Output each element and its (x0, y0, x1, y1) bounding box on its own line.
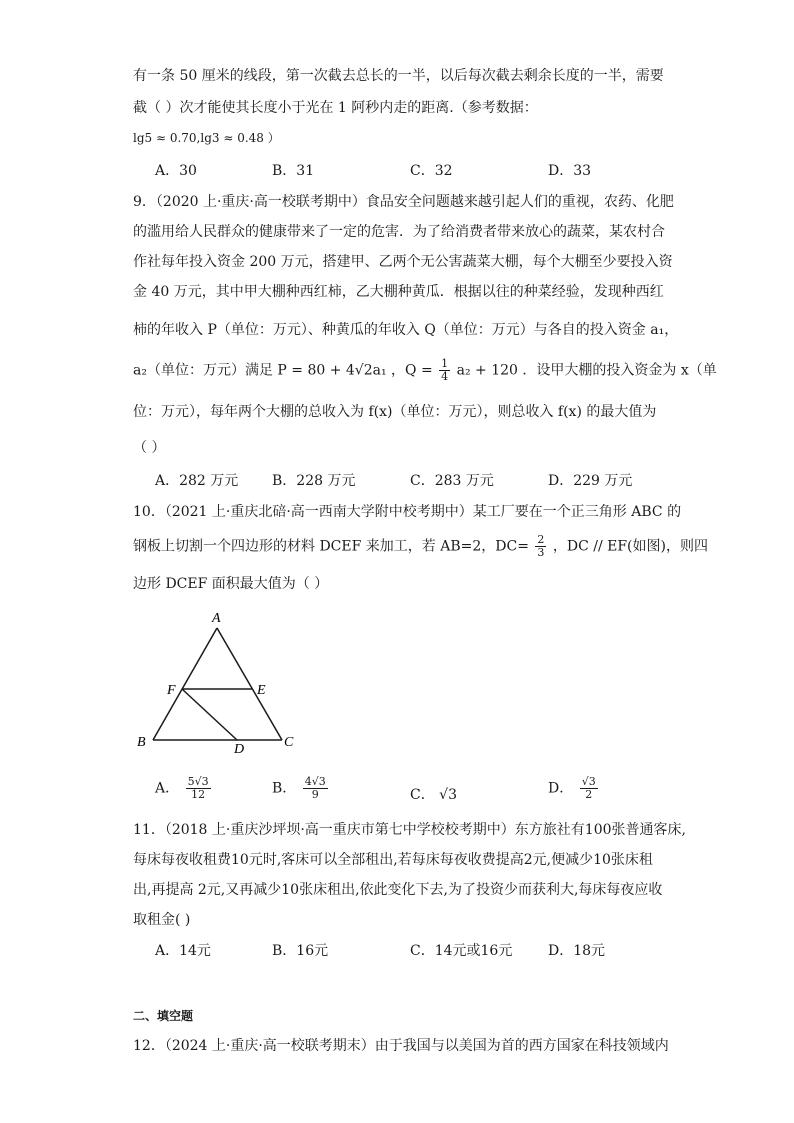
q10-option-d-fraction (580, 776, 598, 801)
q10-option-b[interactable] (272, 776, 330, 801)
q10-fraction-denominator: 3 (537, 546, 545, 559)
q10-line-3: 边形 DCEF 面积最大值为（ ） (133, 576, 329, 592)
triangle-figure (133, 606, 303, 754)
q9-line-2: 的滥用给人民群众的健康带来了一定的危害．为了给消费者带来放心的蔬菜，某农村合 (133, 224, 665, 240)
q9-line-8: （ ） (133, 440, 166, 456)
q12-line-1: 12．（2024 上·重庆·高一校联考期末）由于我国与以美国为首的西方国家在科技领域内 (133, 1038, 669, 1054)
q10-option-a-den: 12 (191, 788, 206, 801)
q10-line-2-part-1: 钢板上切割一个四边形的材料 DCEF 来加工，若 AB=2，DC= (133, 538, 529, 555)
q10-option-c-value: √3 (439, 787, 457, 803)
q9-line-6 (133, 358, 717, 383)
q9-line-7: 位：万元），每年两个大棚的总收入为 f(x)（单位：万元），则总收入 f(x) 的最大值为 (133, 404, 657, 420)
segment-fd (182, 689, 237, 740)
q8-option-a[interactable]: A．30 (155, 163, 197, 179)
q9-option-b[interactable]: B．228 万元 (272, 473, 356, 489)
label-e: E (257, 683, 266, 698)
q10-line-1: 10．（2021 上·重庆北碚·高一西南大学附中校考期中）某工厂要在一个正三角形 ABC 的 (133, 504, 682, 520)
q11-line-3: 出,再提高 2元,又再减少10张床租出,依此变化下去,为了投资少而获利大,每床每夜应收 (133, 882, 663, 898)
label-a: A (212, 611, 221, 626)
q10-option-d-den: 2 (585, 788, 593, 801)
q10-option-a-num: 5√3 (187, 775, 209, 788)
q10-fraction (535, 534, 546, 559)
edge-ac (217, 628, 282, 740)
q10-option-b-den: 9 (311, 788, 319, 801)
q10-fraction-numerator: 2 (537, 533, 545, 546)
label-b: B (137, 735, 146, 750)
q10-line-2-part-2: ，DC // EF(如图)，则四 (552, 538, 708, 555)
q9-line-6-part-2: a₂ + 120 ．设甲大棚的投入资金为 x（单 (456, 362, 717, 379)
q9-option-c[interactable]: C．283 万元 (410, 473, 494, 489)
q9-fraction (439, 358, 450, 383)
q10-option-a-letter: A． (155, 780, 180, 797)
q8-option-c[interactable]: C．32 (410, 163, 453, 179)
q9-line-5: 柿的年收入 P（单位：万元）、种黄瓜的年收入 Q（单位：万元）与各自的投入资金 a₁， (133, 322, 679, 338)
q10-option-b-letter: B． (272, 780, 297, 797)
q8-line-2: 截（ ）次才能使其长度小于光在 1 阿秒内走的距离.（参考数据： (133, 100, 538, 116)
q9-fraction-numerator: 1 (441, 357, 449, 370)
q10-option-a-fraction (186, 776, 211, 801)
q10-option-c[interactable] (410, 784, 457, 804)
q10-option-d-num: √3 (581, 775, 596, 788)
q8-option-b[interactable]: B．31 (272, 163, 315, 179)
q9-line-3: 作社每年投入资金 200 万元，搭建甲、乙两个无公害蔬菜大棚，每个大棚至少要投入资 (133, 254, 673, 270)
q11-option-a[interactable]: A．14元 (155, 943, 211, 959)
q9-option-a[interactable]: A．282 万元 (155, 473, 239, 489)
q10-option-b-num: 4√3 (304, 775, 326, 788)
q9-line-1: 9．（2020 上·重庆·高一校联考期中）食品安全问题越来越引起人们的重视，农药、化肥 (133, 194, 674, 210)
q9-line-4: 金 40 万元，其中甲大棚种西红柿，乙大棚种黄瓜．根据以往的种菜经验，发现种西红 (133, 284, 664, 300)
q10-line-2 (133, 534, 708, 559)
q10-option-d[interactable] (548, 776, 600, 801)
q11-option-c[interactable]: C．14元或16元 (410, 943, 513, 959)
label-d: D (234, 742, 245, 754)
q8-option-d[interactable]: D．33 (548, 163, 592, 179)
q9-option-d[interactable]: D．229 万元 (548, 473, 633, 489)
label-f: F (167, 683, 176, 698)
q11-option-d[interactable]: D．18元 (548, 943, 606, 959)
q11-options (133, 940, 663, 962)
q8-reference-data: lg5 ≈ 0.70,lg3 ≈ 0.48 ） (133, 131, 280, 145)
q9-fraction-denominator: 4 (441, 370, 449, 383)
q10-option-c-letter: C． (410, 787, 435, 803)
q10-option-b-fraction (303, 776, 328, 801)
section-heading-fill-in: 二、填空题 (133, 1009, 194, 1023)
q10-option-d-letter: D． (548, 780, 574, 797)
q11-line-4: 取租金( ) (133, 912, 191, 928)
q8-line-1: 有一条 50 厘米的线段，第一次截去总长的一半，以后每次截去剩余长度的一半，需要 (133, 68, 664, 84)
q9-line-6-part-1: a₂（单位：万元）满足 P = 80 + 4√2a₁ ，Q = (133, 362, 433, 379)
q9-options (133, 470, 663, 492)
edge-ab (153, 628, 217, 740)
q8-options (133, 160, 663, 182)
q10-options (133, 776, 663, 812)
q10-option-a[interactable] (155, 776, 213, 801)
label-c: C (284, 735, 294, 750)
q11-line-2: 每床每夜收租费10元时,客床可以全部租出,若每床每夜收费提高2元,便减少10张床租 (133, 852, 653, 868)
q11-line-1: 11．（2018 上·重庆沙坪坝·高一重庆市第七中学校校考期中）东方旅社有100张普通客床, (133, 822, 686, 838)
q11-option-b[interactable]: B．16元 (272, 943, 329, 959)
